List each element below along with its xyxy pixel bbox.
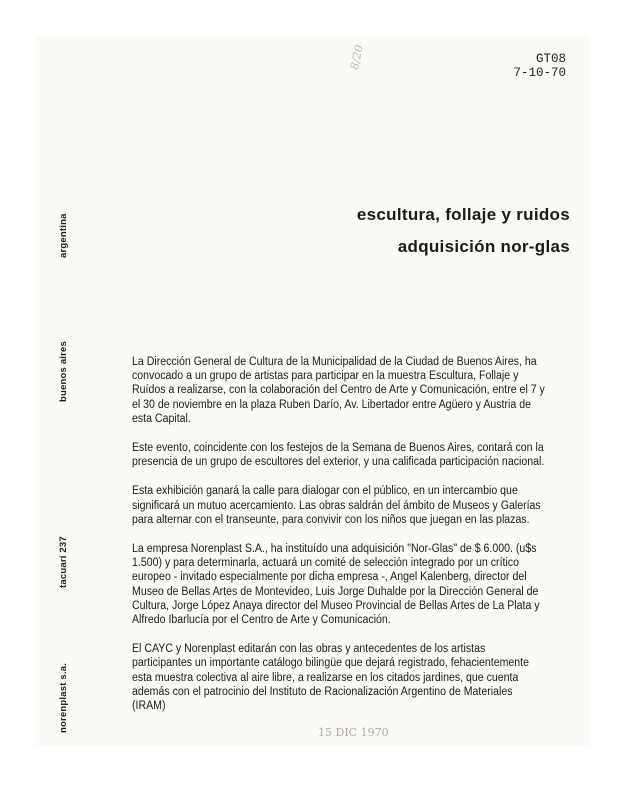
received-stamp: 15 DIC 1970 bbox=[318, 726, 389, 739]
paragraph-3: Esta exhibición ganará la calle para dialogar con el público, en un intercambio que significará un mutuo acercamiento. Las obras saldrán del ámbito de Museos y Galerías para alternar con el transeunte, para convivir con los niños que juegan en las plazas. bbox=[132, 485, 541, 526]
title-line-1: escultura, follaje y ruidos bbox=[356, 205, 570, 224]
sidebar-country: argentina bbox=[58, 213, 69, 258]
document-code: GT08 bbox=[535, 52, 566, 66]
sidebar-address: tacuarí 237 bbox=[58, 536, 69, 588]
paragraph-2: Este evento, coincidente con los festejos de la Semana de Buenos Aires, contará con la presencia de un grupo de escultores del exterior, y una calificada participación nacional. bbox=[132, 442, 545, 469]
reference-block bbox=[513, 52, 566, 80]
body-text bbox=[132, 355, 546, 728]
paragraph-1: La Dirección General de Cultura de la Municipalidad de la Ciudad de Buenos Aires, ha convocado a un grupo de artistas para participar en la muestra Escultura, Follaje y Ruídos a realizarse, con la colaboración del Centro de Arte y Comunicación, entre el 7 y el 30 de noviembre en la plaza Ruben Darío, Av. Libertador entre Agüero y Austria de esta Capital. bbox=[132, 356, 545, 425]
sidebar-city: buenos aires bbox=[58, 340, 69, 402]
pencil-annotation: 8/20 bbox=[348, 43, 366, 71]
sidebar-company: norenplast s.a. bbox=[58, 662, 69, 733]
paragraph-5: El CAYC y Norenplast editarán con las obras y antecedentes de los artistas participantes un importante catálogo bilingüe que dejará registrado, fehacientemente esta muestra colectiva al aire libre, a realizarse en los citados jardines, que cuenta además con el patrocinio del Instituto de Racionalización Argentino de Materiales (IRAM) bbox=[132, 643, 530, 713]
title-line-2: adquisición nor-glas bbox=[397, 237, 570, 256]
paragraph-4: La empresa Norenplast S.A., ha instituído una adquisición "Nor-Glas" de $ 6.000. (u$s 1.500) y para determinarla, actuará un comité de selección integrado por un crítico europeo - invitado especialmente por dicha empresa -, Angel Kalenberg, director del Museo de Bellas Artes de Montevideo, Luis Jorge Duhalde por la Dirección General de Cultura, Jorge López Anaya director del Museo Provincial de Bellas Artes de La Plata y Alfredo Ibarlucía por el Centro de Arte y Comunicación. bbox=[132, 543, 540, 627]
document-date: 7-10-70 bbox=[513, 66, 566, 80]
